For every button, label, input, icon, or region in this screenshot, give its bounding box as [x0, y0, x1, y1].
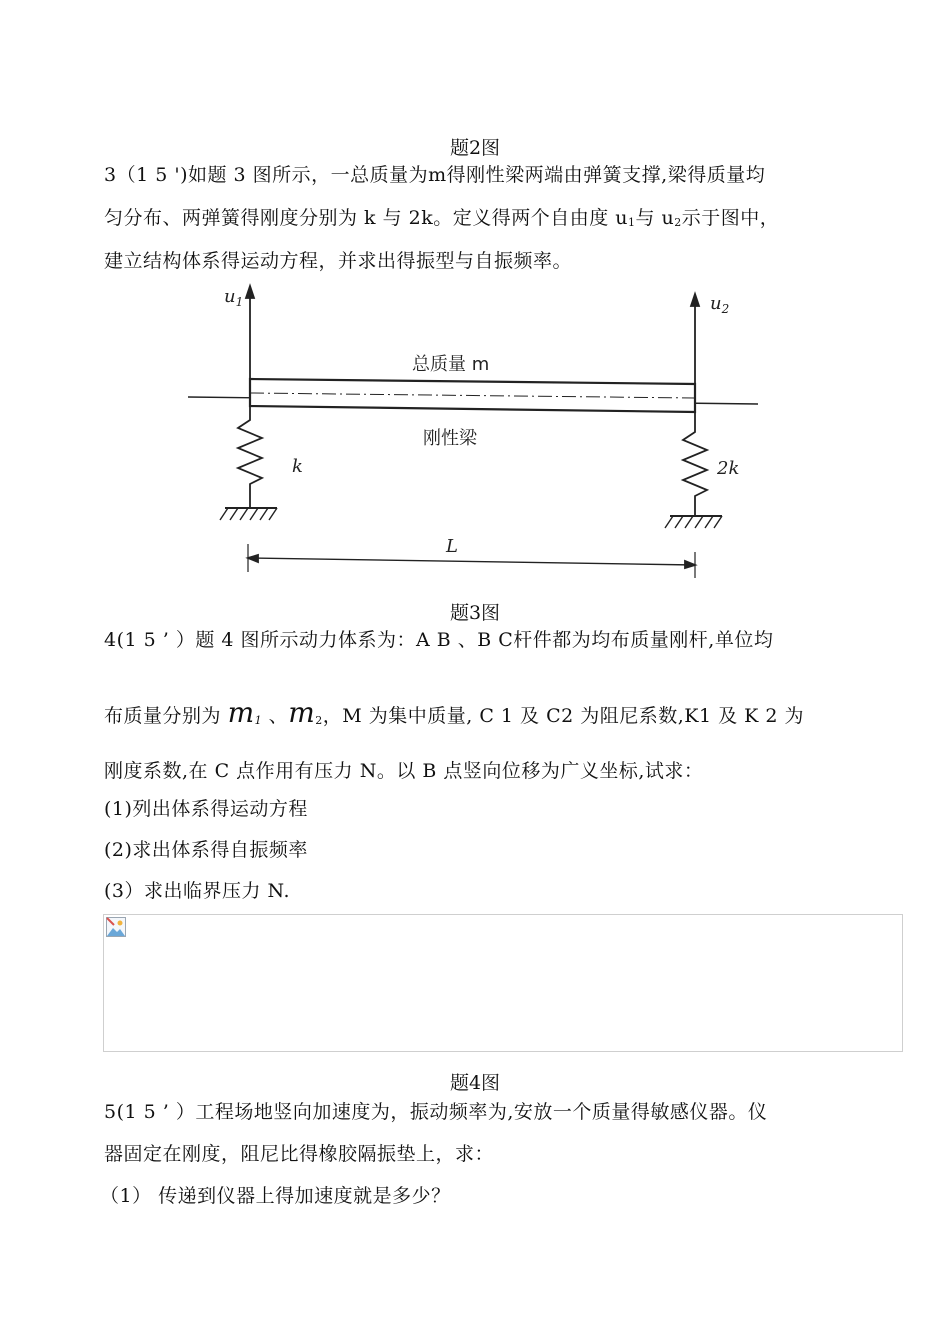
length-label: L	[446, 536, 458, 557]
right-spring	[683, 412, 707, 515]
left-spring	[238, 406, 262, 507]
q3-sub-1: 1	[628, 216, 636, 229]
q3-line-3: 建立结构体系得运动方程，并求出得振型与自振频率。	[104, 250, 573, 272]
q4-line-1: 4(1 5 ’ ）题 4 图所示动力体系为：A B 、B C杆件都为均布质量刚杆,单位均	[104, 629, 774, 651]
k-right-label: 2k	[717, 458, 740, 479]
figure-3-caption: 题3图	[449, 602, 501, 624]
q4-line-3: 刚度系数,在 C 点作用有压力 N。以 B 点竖向位移为广义坐标,试求：	[104, 760, 704, 782]
figure-4-caption: 题4图	[449, 1072, 501, 1094]
q5-item-1: （1） 传递到仪器上得加速度就是多少？	[100, 1185, 451, 1207]
q3-line-2-text-b: 与 u	[635, 207, 675, 229]
q4-m1-sub: 1	[254, 714, 263, 727]
q3-sub-2: 2	[674, 216, 682, 229]
q4-item-1: (1)列出体系得运动方程	[104, 798, 308, 820]
u1-label: $u_1$	[224, 286, 244, 309]
broken-image-icon	[106, 917, 126, 937]
q4-item-2: (2)求出体系得自振频率	[104, 839, 308, 861]
q4-item-3: (3）求出临界压力 N.	[104, 880, 290, 902]
q4-m2: m	[288, 696, 316, 729]
q4-line-2-text-b: ，M 为集中质量, C 1 及 C2 为阻尼系数,K1 及 K 2 为	[322, 705, 804, 727]
dimension-line	[248, 558, 695, 565]
q5-line-1: 5(1 5 ’ ）工程场地竖向加速度为，振动频率为,安放一个质量得敏感仪器。仪	[104, 1101, 768, 1123]
q4-m2-sub: 2	[315, 714, 323, 727]
k-left-label: k	[292, 456, 303, 477]
figure-4-image-placeholder	[103, 914, 903, 1052]
q3-line-1: 3（1 5 ')如题 3 图所示，一总质量为m得刚性梁两端由弹簧支撑,梁得质量均	[104, 164, 766, 186]
q4-line-2-text-a: 布质量分别为	[104, 705, 222, 727]
q3-line-2-text-a: 匀分布、两弹簧得刚度分别为 k 与 2k。定义得两个自由度 u	[104, 207, 629, 229]
u2-label: $u_2$	[710, 293, 730, 316]
q5-line-2: 器固定在刚度，阻尼比得橡胶隔振垫上，求：	[104, 1143, 495, 1165]
q4-sep: 、	[268, 705, 289, 727]
u1-arrow-head	[246, 286, 254, 298]
q3-line-2	[104, 203, 779, 230]
q3-line-2-text-c: 示于图中，	[681, 207, 780, 229]
figure-3-diagram	[180, 282, 770, 582]
q4-line-2	[104, 696, 804, 729]
u2-arrow-head	[691, 294, 699, 306]
figure-2-caption: 题2图	[449, 137, 501, 159]
q4-m1: m	[227, 696, 255, 729]
rigid-beam-label: 刚性梁	[423, 428, 477, 449]
right-ground-hatch	[665, 516, 722, 528]
total-mass-label: 总质量 m	[412, 354, 490, 375]
left-ground-hatch	[220, 508, 277, 520]
